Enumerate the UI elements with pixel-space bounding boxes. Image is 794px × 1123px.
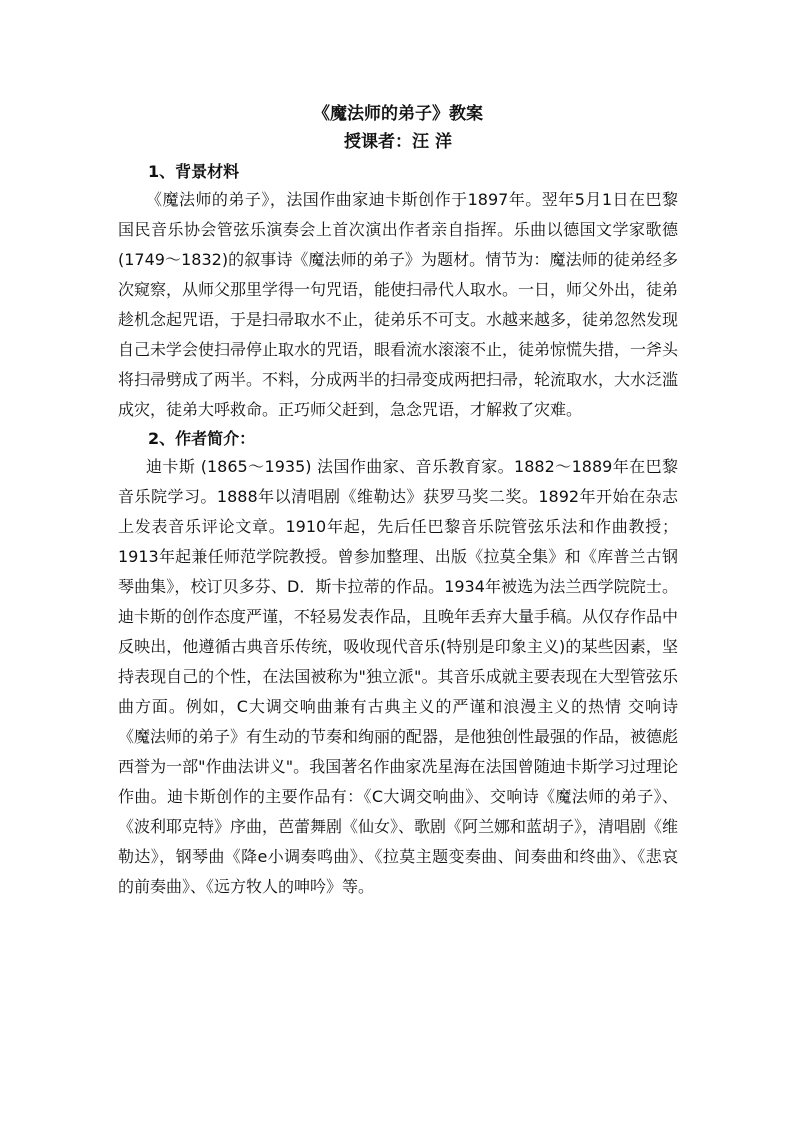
- section-text-author: 迪卡斯 (1865～1935) 法国作曲家、音乐教育家。1882～1889年在巴黎音乐院学习。1888年以清唱剧《维勒达》获罗马奖二奖。1892年开始在杂志上发表音乐评论文章。1910年起，先后任巴黎音乐院管弦乐法和作曲教授；1913年起兼任师范学院教授。曾参加整理、出版《拉莫全集》和《库普兰古钢琴曲集》，校订贝多芬、D．斯卡拉蒂的作品。1934年被选为法兰西学院院士。迪卡斯的创作态度严谨，不轻易发表作品，且晚年丢弃大量手稿。从仅存作品中反映出，他遵循古典音乐传统，吸收现代音乐(特别是印象主义)的某些因素，坚持表现自己的个性，在法国被称为"独立派"。其音乐成就主要表现在大型管弦乐曲方面。例如，C大调交响曲兼有古典主义的严谨和浪漫主义的热情 交响诗《魔法师的弟子》有生动的节奏和绚丽的配器，是他独创性最强的作品，被德彪西誉为一部"作曲法讲义"。我国著名作曲家冼星海在法国曾随迪卡斯学习过理论作曲。迪卡斯创作的主要作品有：《C大调交响曲》、交响诗《魔法师的弟子》、《波利耶克特》序曲，芭蕾舞剧《仙女》、歌剧《阿兰娜和蓝胡子》，清唱剧《维勒达》，钢琴曲《降e小调奏鸣曲》、《拉莫主题变奏曲、间奏曲和终曲》、《悲哀的前奏曲》、《远方牧人的呻吟》等。: [118, 457, 679, 896]
- section-text-background: 《魔法师的弟子》，法国作曲家迪卡斯创作于1897年。翌年5月1日在巴黎国民音乐协会管弦乐演奏会上首次演出作者亲自指挥。乐曲以德国文学家歌德(1749～1832)的叙事诗《魔法师的弟子》为题材。情节为：魔法师的徒弟经多次窥察，从师父那里学得一句咒语，能使扫帚代人取水。一日，师父外出，徒弟趁机念起咒语，于是扫帚取水不止，徒弟乐不可支。水越来越多，徒弟忽然发现自己未学会使扫帚停止取水的咒语，眼看流水滚滚不止，徒弟惊慌失措，一斧头将扫帚劈成了两半。不料，分成两半的扫帚变成两把扫帚，轮流取水，大水泛滥成灾，徒弟大呼救命。正巧师父赶到，急念咒语，才解救了灾难。: [118, 190, 679, 419]
- document-author: 授课者：汪 洋: [344, 132, 452, 152]
- section-heading-background: 1、背景材料: [148, 162, 240, 181]
- document-title: 《魔法师的弟子》教案: [313, 104, 483, 124]
- section-heading-author: 2、作者简介：: [148, 429, 256, 448]
- document-page: [118, 100, 678, 902]
